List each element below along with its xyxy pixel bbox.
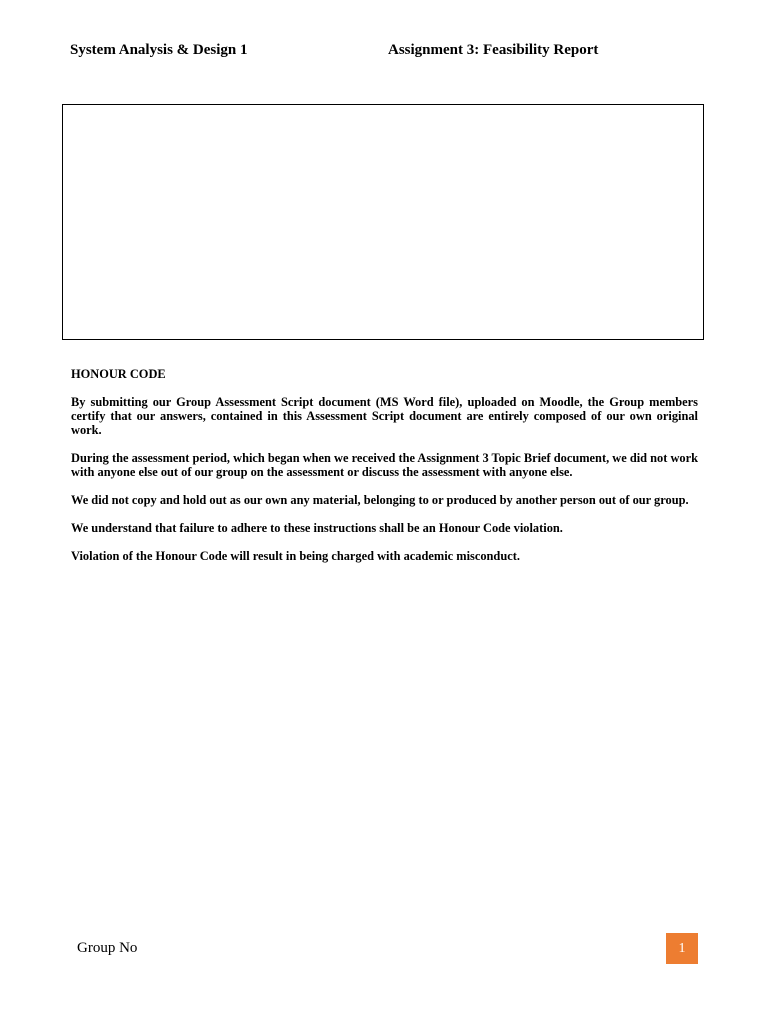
- honour-code-paragraph-submission: By submitting our Group Assessment Script document (MS Word file), uploaded on Moodle, the Group members certify that our answers, contained in this Assessment Script document are entirely composed of our own original work.: [71, 395, 698, 437]
- honour-code-paragraph-misconduct: Violation of the Honour Code will result in being charged with academic misconduct.: [71, 549, 520, 563]
- assignment-title: Assignment 3: Feasibility Report: [388, 42, 599, 58]
- honour-code-paragraph-violation: We understand that failure to adhere to these instructions shall be an Honour Code violation.: [71, 521, 563, 535]
- page-number-badge: [666, 933, 698, 964]
- page-number: 1: [678, 940, 686, 956]
- honour-code-paragraph-assessment-period: During the assessment period, which began when we received the Assignment 3 Topic Brief document, we did not work with anyone else out of our group on the assessment or discuss the assessment with anyone else.: [71, 451, 698, 479]
- honour-code-heading: HONOUR CODE: [71, 367, 166, 381]
- page-header: [70, 42, 700, 62]
- group-number-label: Group No: [77, 940, 138, 956]
- course-title: System Analysis & Design 1: [70, 42, 248, 58]
- honour-code-section: [71, 367, 698, 577]
- honour-code-paragraph-no-copying: We did not copy and hold out as our own any material, belonging to or produced by another person out of our group.: [71, 493, 689, 507]
- title-box: [62, 104, 704, 340]
